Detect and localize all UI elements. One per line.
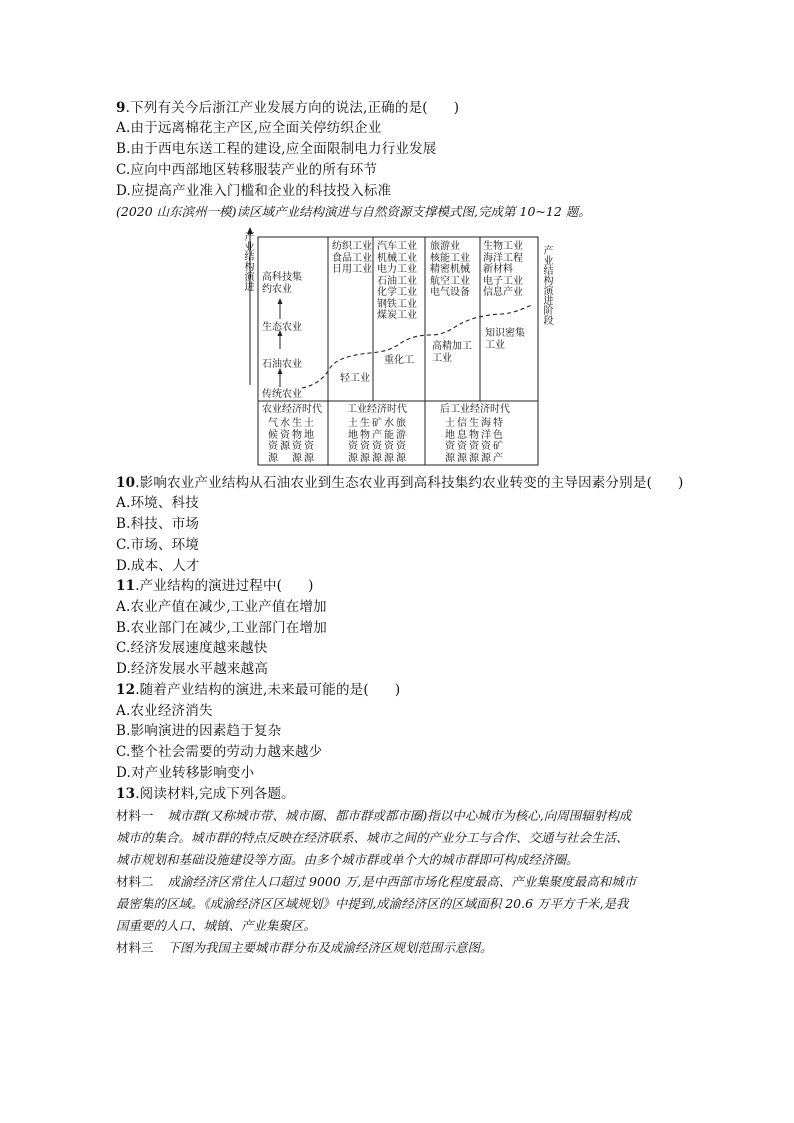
q11-option-b: B.农业部门在减少,工业部门在增加 bbox=[116, 620, 327, 636]
industry-structure-diagram bbox=[240, 225, 560, 470]
q12-option-d: D.对产业转移影响变小 bbox=[116, 765, 255, 781]
question-text: .下列有关今后浙江产业发展方向的说法,正确的是( bbox=[125, 100, 428, 116]
agri-stage-hitech-1: 高科技集 bbox=[262, 272, 302, 283]
q10-option-a: A.环境、科技 bbox=[116, 495, 199, 511]
q9-option-d: D.应提高产业准入门槛和企业的科技投入标准 bbox=[116, 183, 392, 199]
material-3-line-1: 材料三 下图为我国主要城市群分布及成渝经济区规划范围示意图。 bbox=[116, 940, 493, 955]
q9-option-b: B.由于西电东送工程的建设,应全面限制电力行业发展 bbox=[116, 141, 437, 157]
question-13-stem bbox=[116, 785, 295, 803]
question-11-stem: 11.产业结构的演进过程中( ) bbox=[116, 578, 314, 594]
source-note: (2020 山东滨州一模)读区域产业结构演进与自然资源支撑模式图,完成第 10~12 题。 bbox=[116, 204, 591, 219]
question-12-stem: 12.随着产业结构的演进,未来最可能的是( ) bbox=[116, 682, 401, 698]
agri-stage-eco: 生态农业 bbox=[262, 322, 302, 333]
stage-light-industry: 轻工业 bbox=[340, 373, 370, 384]
precision-industry-list: 旅游业 核能工业 精密机械 航空工业 电气设备 bbox=[430, 241, 470, 298]
resources-post-industrial: 土信生海特 地息物洋色 资资资资矿 源源源源产 bbox=[445, 418, 505, 464]
q12-option-a: A.农业经济消失 bbox=[116, 703, 213, 719]
question-number: 11 bbox=[116, 578, 136, 594]
knowledge-industry-list: 生物工业 海洋工程 新材料 电子工业 信息产业 bbox=[483, 241, 523, 298]
era-post-industrial: 后工业经济时代 bbox=[440, 404, 510, 415]
question-number: 9 bbox=[116, 100, 126, 116]
agri-stage-hitech-2: 约农业 bbox=[262, 284, 292, 295]
heavy-industry-list: 汽车工业 机械工业 电力工业 石油工业 化学工业 钢铁工业 煤炭工业 bbox=[377, 241, 417, 321]
material-2-line-2: 最密集的区域。《成渝经济区区域规划》中提到,成渝经济区的区域面积 20.6 万平方千米,是我 bbox=[116, 896, 629, 911]
q10-option-c: C.市场、环境 bbox=[116, 537, 200, 553]
era-agricultural: 农业经济时代 bbox=[262, 404, 322, 415]
resources-agricultural: 气水生土 候资物地 资源资资 源 源源 bbox=[268, 418, 316, 464]
q11-option-a: A.农业产值在减少,工业产值在增加 bbox=[116, 599, 327, 615]
q12-option-b: B.影响演进的因素趋于复杂 bbox=[116, 723, 282, 739]
q10-option-d: D.成本、人才 bbox=[116, 558, 200, 574]
q12-option-c: C.整个社会需要的劳动力越来越少 bbox=[116, 744, 323, 760]
material-1-line-1: 材料一 城市群(又称城市带、城市圈、都市群或都市圈)指以中心城市为核心,向周围辐射构成 bbox=[116, 808, 632, 823]
q9-option-c: C.应向中西部地区转移服装产业的所有环节 bbox=[116, 162, 378, 178]
material-3-label: 材料三 bbox=[116, 940, 154, 955]
resources-industrial: 土生矿水旅 地物产能游 资资资资资 源源源源源 bbox=[348, 418, 408, 464]
material-1-line-3: 城市规划和基础设施建设等方面。由多个城市群或单个大的城市群即可构成经济圈。 bbox=[116, 852, 579, 867]
stage-heavy-chemical: 重化工 bbox=[384, 355, 414, 366]
question-text: .影响农业产业结构从石油农业到生态农业再到高科技集约农业转变的主导因素分别是( bbox=[135, 475, 653, 491]
material-2-line-3: 国重要的人口、城镇、产业集聚区。 bbox=[116, 918, 317, 933]
q10-option-b: B.科技、市场 bbox=[116, 516, 200, 532]
right-axis-label: 产业结构演进阶段 bbox=[541, 245, 552, 325]
q11-option-c: C.经济发展速度越来越快 bbox=[116, 640, 268, 656]
era-industrial: 工业经济时代 bbox=[347, 404, 407, 415]
question-number: 10 bbox=[116, 475, 136, 491]
material-2-line-1: 材料二 成渝经济区常住人口超过 9000 万,是中西部市场化程度最高、产业集聚度最高和城市 bbox=[116, 874, 637, 889]
q11-option-d: D.经济发展水平越来越高 bbox=[116, 661, 269, 677]
stage-precision: 高精加工 工业 bbox=[432, 341, 472, 364]
agri-stage-oil: 石油农业 bbox=[262, 359, 302, 370]
question-number: 13 bbox=[116, 786, 136, 802]
question-number: 12 bbox=[116, 682, 136, 698]
question-text: .阅读材料,完成下列各题。 bbox=[135, 786, 295, 802]
light-industry-list: 纺织工业 食品工业 日用工业 bbox=[332, 241, 372, 275]
material-1-line-2: 城市的集合。城市群的特点反映在经济联系、城市之间的产业分工与合作、交通与社会生活、 bbox=[116, 830, 629, 845]
material-1-label: 材料一 bbox=[116, 808, 154, 823]
question-10-stem: 10.影响农业产业结构从石油农业到生态农业再到高科技集约农业转变的主导因素分别是( ) bbox=[116, 475, 684, 491]
stage-knowledge: 知识密集 工业 bbox=[485, 328, 525, 351]
question-text: .产业结构的演进过程中( bbox=[135, 578, 283, 594]
q9-option-a: A.由于远离棉花主产区,应全面关停纺织企业 bbox=[116, 120, 382, 136]
question-text: .随着产业结构的演进,未来最可能的是( bbox=[135, 682, 369, 698]
left-axis-label: 产业结构演进 bbox=[242, 231, 253, 291]
agri-stage-traditional: 传统农业 bbox=[262, 389, 302, 400]
material-2-label: 材料二 bbox=[116, 874, 154, 889]
question-9-stem: 9.下列有关今后浙江产业发展方向的说法,正确的是( ) bbox=[116, 100, 460, 116]
